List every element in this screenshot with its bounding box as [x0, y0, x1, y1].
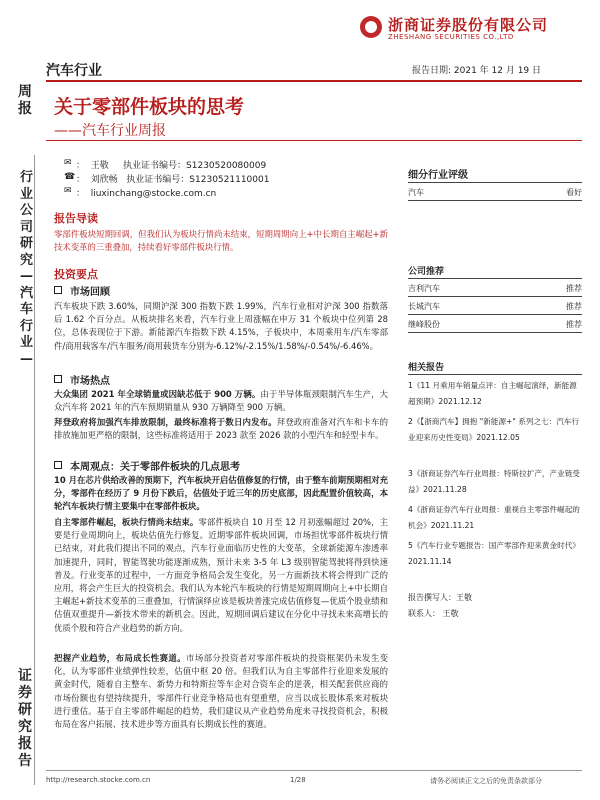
contact-person: 联系人： 王敬	[408, 609, 459, 618]
related-heading: 相关报告	[408, 363, 445, 373]
mail-icon: ✉	[64, 158, 72, 168]
rating-divider	[408, 182, 582, 183]
rating-row: 汽车 看好	[408, 188, 582, 197]
related-report-3[interactable]: 3《浙商证券汽车行业周报：特斯拉扩产，产业链受益》2021.11.28	[408, 469, 580, 494]
phone-icon: ☎	[64, 172, 76, 182]
hot-item-1: 大众集团 2021 年全球销量或因缺芯低于 900 万辆。由于半导体瓶颈限制汽车生产，大众汽车将 2021 年的汽车预期销量从 930 万辆降至 900 万辆。	[54, 389, 389, 413]
invest-heading: 投资要点	[54, 268, 98, 281]
view-paragraph-1: 10 月在芯片供给改善的预期下，汽车板块开启估值修复的行情，由于整车前期预期相对充分，零部件在经历了 9 月份下跌后，估值处于近三年的历史底部，因此配置价值较高，本轮汽车板块行情主要集中在零部件板块。	[54, 475, 388, 512]
side-label-category: 行业公司研究—汽车行业—	[20, 170, 34, 367]
recommend-bottom-divider	[408, 332, 582, 333]
report-author: 报告撰写人：王敬	[408, 593, 472, 602]
footer-disclaimer: 请务必阅读正文之后的免责条款部分	[430, 777, 542, 785]
recommend-divider	[408, 278, 582, 279]
header-divider	[46, 80, 582, 82]
report-date: 报告日期: 2021 年 12 月 19 日	[412, 66, 542, 76]
view-paragraph-2: 自主零部件崛起，板块行情尚未结束。零部件板块自 10 月至 12 月初涨幅超过 20%，主要是行业周期向上，板块估值先行修复。近期零部件板块回调，市场担忧零部件板块行情已结束，对此我们提出不同的观点，汽车行业面临历史性的大变革，全球新能源车渗透率加速提升，同时，智能驾驶功能逐渐成熟，预计未来 3-5 年 L3 级别智能驾驶将得到快速普及。行业变革的过程中，一方面竞争格局会发生变化，另一方面新技术将会得到广泛的应用，将会产生巨大的投资机会。我们认为本轮汽车板块的行情是短期周期向上+中长期自主崛起+新技术变革的三重叠加，行情演绎应该是板块普涨完成估值修复—优质个股业绩和估值双重提升—新技术带来的新机会。因此，短期回调后建议在分化中寻找未来高增长的优质个股和符合产业趋势的新方向。	[54, 517, 388, 633]
analyst-line-1: ： 王敬 执业证书编号：S1230520080009	[76, 161, 267, 171]
view-paragraph-3: 把握产业趋势，布局成长性赛道。市场部分投资者对零部件板块的投资框架仍未发生变化，认为零部件业绩弹性较差，估值中枢 20 倍。但我们认为自主零部件行业迎来发展的黄金时代，随着自主整车、新势力和特斯拉等车企对合资车企的逆袭，相关配套供应商的市场份额也有望持续提升，零部件行业竞争格局也有望重塑，应当以成长股体系来对板块进行重估。基于自主零部件崛起的趋势，我们建议从产业趋势角度来寻找投资机会，积极布局在客户拓展、技术进步等方面具有长期成长性的赛道。	[54, 653, 389, 730]
related-divider	[408, 374, 582, 375]
footer-url[interactable]: http://research.stocke.com.cn	[46, 776, 151, 784]
related-report-2[interactable]: 2《【浙商汽车】拥抱 "新能源+" 系列之七：汽车行业迎来历史性变局》2021.12.05	[408, 417, 580, 442]
related-report-4[interactable]: 4《浙商证券汽车行业周报：重视自主零部件崛起的机会》2021.11.21	[408, 505, 580, 530]
page-number: 1/28	[290, 776, 306, 784]
side-divider	[34, 155, 35, 785]
rating-heading: 细分行业评级	[408, 170, 468, 181]
recommend-row-divider	[408, 296, 582, 297]
side-label-report-type: 证券研究报告	[18, 668, 32, 769]
related-report-1[interactable]: 1《11 月乘用车销量点评：自主崛起演绎，新能源超预期》2021.12.12	[408, 381, 577, 406]
company-name-en: ZHESHANG SECURITIES CO.,LTD	[388, 33, 514, 41]
recommend-row: 长城汽车 推荐	[408, 302, 582, 311]
recommend-heading: 公司推荐	[408, 267, 445, 277]
analyst-email[interactable]: ： liuxinchang@stocke.com.cn	[76, 189, 217, 199]
hot-item-2: 拜登政府将加强汽车排放限制，最终标准将于数日内发布。拜登政府准备对汽车和卡车的排放施加更严格的限制，这些标准将适用于 2023 款至 2026 款的小型汽车和轻型卡车。	[54, 417, 388, 441]
report-title: 关于零部件板块的思考	[54, 96, 245, 118]
rating-bottom-divider	[408, 200, 582, 201]
footer-divider	[46, 770, 582, 771]
guide-text: 零部件板块短期回调，但我们认为板块行情尚未结束，短期周期向上+中长期自主崛起+新技术变革的三重叠加，持续看好零部件板块行情。	[54, 229, 388, 253]
company-logo-icon	[360, 16, 382, 38]
hot-heading: 市场热点	[54, 372, 110, 387]
title-divider	[46, 140, 582, 141]
recommend-row: 吉利汽车 推荐	[408, 284, 582, 293]
company-name-cn: 浙商证券股份有限公司	[388, 16, 549, 34]
recommend-row-divider	[408, 314, 582, 315]
recommend-row: 继峰股份 推荐	[408, 320, 582, 329]
guide-heading: 报告导读	[54, 212, 98, 225]
mail-icon: ✉	[64, 186, 72, 196]
view-heading: 本周观点：关于零部件板块的几点思考	[54, 458, 240, 473]
industry-label: 汽车行业	[46, 63, 102, 79]
review-text: 汽车板块下跌 3.60%，同期沪深 300 指数下跌 1.99%，汽车行业相对沪深 300 指数落后 1.62 个百分点。从板块排名来看，汽车行业上周涨幅在申万 31 个板块中位列第 28 位，总体表现位于下游。新能源汽车指数下跌 4.15%，子板块中，本周乘用车/汽车零部件/商用载客车/汽车服务/商用载货车分别为-6.12%/-2.15%/1.58%/-0.54%/-6.46%。	[54, 301, 388, 351]
report-subtitle: ——汽车行业周报	[54, 123, 166, 139]
review-heading: 市场回顾	[54, 283, 110, 298]
analyst-line-2: ： 刘欣畅 执业证书编号：S1230521110001	[76, 175, 270, 185]
side-label-weekly: 周报	[18, 84, 32, 117]
related-report-5[interactable]: 5《汽车行业专题报告：国产零部件迎来黄金时代》2021.11.14	[408, 541, 580, 566]
